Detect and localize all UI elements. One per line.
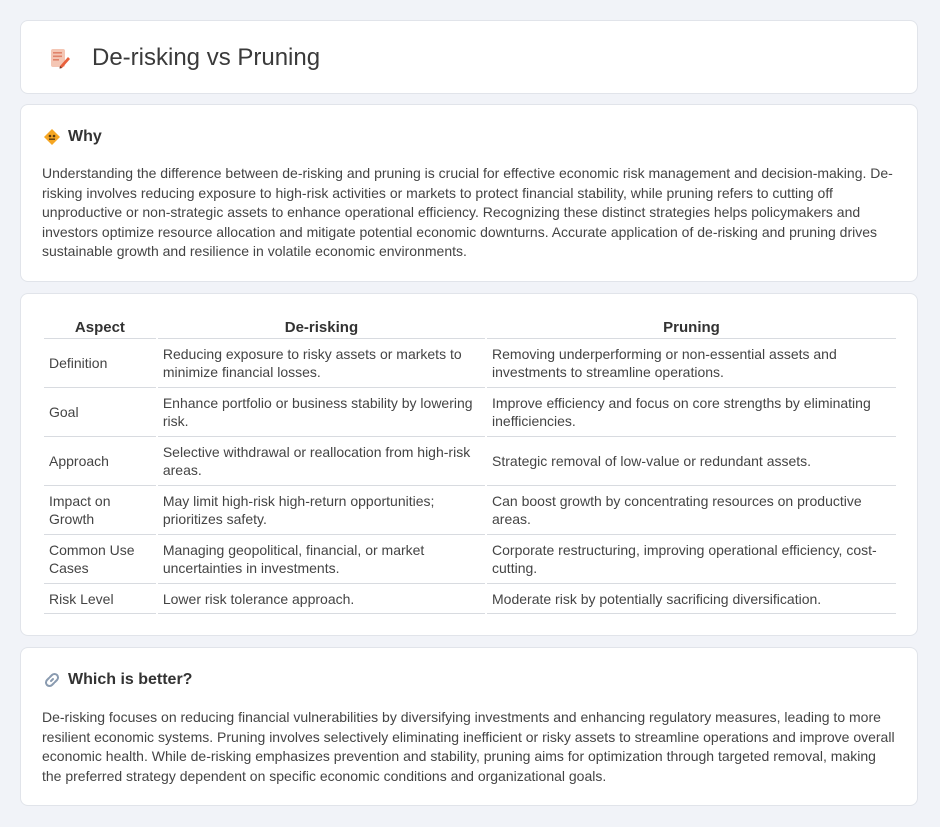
pruning-cell: Strategic removal of low-value or redundant assets. [487,437,896,486]
warning-diamond-icon [43,128,61,146]
page-title: De-risking vs Pruning [92,44,321,71]
pruning-cell: Corporate restructuring, improving operational efficiency, cost-cutting. [487,535,896,584]
aspect-cell: Goal [44,388,156,437]
aspect-cell: Approach [44,437,156,486]
better-heading-label: Which is better? [68,671,193,688]
column-header: Aspect [44,316,156,339]
derisking-cell: Lower risk tolerance approach. [158,584,485,614]
comparison-table [42,316,898,614]
table-row [44,486,896,535]
table-row [44,535,896,584]
column-header: Pruning [487,316,896,339]
aspect-cell: Risk Level [44,584,156,614]
table-row [44,388,896,437]
why-heading [43,127,102,147]
derisking-cell: Reducing exposure to risky assets or markets to minimize financial losses. [158,339,485,388]
header-card [20,20,918,94]
aspect-cell: Impact on Growth [44,486,156,535]
table-header-row [44,316,896,339]
why-section [20,104,918,282]
pruning-cell: Moderate risk by potentially sacrificing diversification. [487,584,896,614]
why-heading-label: Why [68,128,102,145]
aspect-cell: Definition [44,339,156,388]
which-is-better-section [20,647,918,806]
table-row [44,339,896,388]
pruning-cell: Improve efficiency and focus on core strengths by eliminating inefficiencies. [487,388,896,437]
table-row [44,584,896,614]
pruning-cell: Can boost growth by concentrating resources on productive areas. [487,486,896,535]
pruning-cell: Removing underperforming or non-essential assets and investments to streamline operations. [487,339,896,388]
aspect-cell: Common Use Cases [44,535,156,584]
notepad-pencil-icon [47,46,71,70]
derisking-cell: Selective withdrawal or reallocation from high-risk areas. [158,437,485,486]
derisking-cell: May limit high-risk high-return opportunities; prioritizes safety. [158,486,485,535]
column-header: De-risking [158,316,485,339]
derisking-cell: Enhance portfolio or business stability by lowering risk. [158,388,485,437]
table-row [44,437,896,486]
why-paragraph: Understanding the difference between de-risking and pruning is crucial for effective economic risk management and decision-making. De-risking involves reducing exposure to high-risk activities or markets to protect financial stability, while pruning refers to cutting off unproductive or non-strategic assets to enhance operational efficiency. Recognizing these distinct strategies helps policymakers and investors optimize resource allocation and mitigate potential economic downturns. Accurate application of de-risking and pruning drives sustainable growth and resilience in volatile economic environments. [42,165,893,260]
better-heading [43,670,192,690]
link-icon [43,671,61,689]
derisking-cell: Managing geopolitical, financial, or market uncertainties in investments. [158,535,485,584]
comparison-table-card [20,293,918,636]
better-paragraph: De-risking focuses on reducing financial vulnerabilities by diversifying investments and enhancing regulatory measures, leading to more resilient economic systems. Pruning involves selectively eliminating inefficient or risky assets to streamline operations and improve overall economic health. While de-risking emphasizes prevention and stability, pruning aims for optimization through targeted removal, making the preferred strategy dependent on specific economic conditions and organizational goals. [42,709,895,784]
